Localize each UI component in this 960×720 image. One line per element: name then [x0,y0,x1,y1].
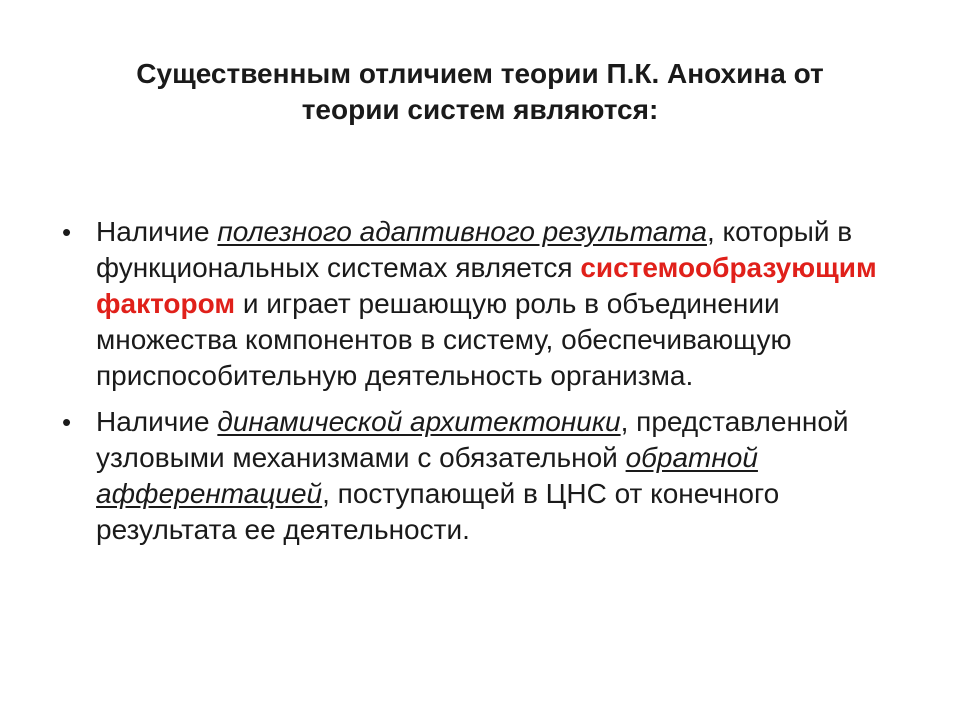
bullet-marker: • [62,407,72,437]
slide-title-line-2: теории систем являются: [301,94,659,125]
bullet-text-start: Наличие [96,216,218,247]
underlined-term-useful-adaptive-result: полезного адаптивного результата [217,216,707,247]
bullet-text-middle: , представленной узловыми механизмами с обязательной [96,406,849,473]
slide-title-line-1: Существенным отличием теории П.К. Анохина от [136,58,824,89]
underlined-term-dynamic-architectonics: динамической архитектоники [217,406,621,437]
bullet-text-middle: , который в функциональных системах является [96,216,853,283]
bullet-text-end: и играет решающую роль в объединении множества компонентов в систему, обеспечивающую приспособительную деятельность организма. [96,288,792,391]
slide-title [60,56,900,128]
bullet-text-end: , поступающей в ЦНС от конечного результата ее деятельности. [96,478,780,545]
bullet-item-useful-result [62,214,922,394]
bullet-marker: • [62,217,72,247]
highlighted-term-system-forming-factor: системообразующим фактором [96,252,877,319]
bullet-list [62,214,922,558]
bullet-text-start: Наличие [96,406,218,437]
underlined-term-reverse-afferentation: обратной афферентацией [96,442,758,509]
bullet-item-dynamic-architectonics [62,404,922,548]
